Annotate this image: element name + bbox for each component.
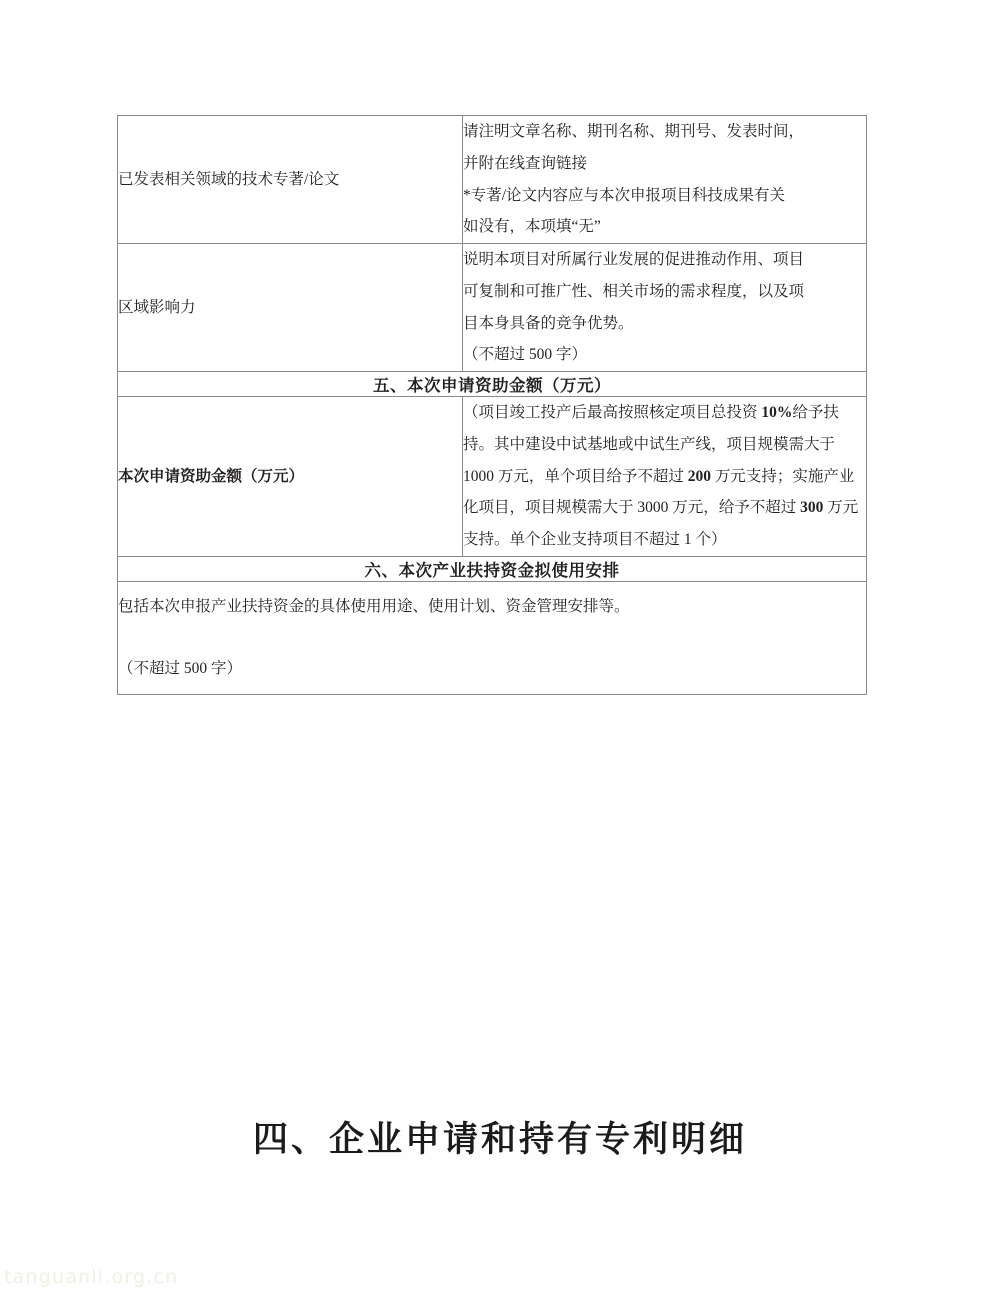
content-line: 并附在线查询链接 <box>463 154 588 172</box>
funding-text-run: （项目竣工投产后最高按照核定项目总投资 <box>463 404 762 422</box>
section-six-line-1: 包括本次申报产业扶持资金的具体使用用途、使用计划、资金管理安排等。 <box>118 598 630 616</box>
row-content-funding-amount <box>463 397 867 557</box>
funding-text-run: 给予扶持。其中建设中试基地或中试生产线，项目规模需大于 1000 万元，单个项目给予不超过 <box>463 404 839 485</box>
section-six-body <box>118 581 867 694</box>
table-row-regional-influence <box>118 244 867 372</box>
funding-rule-text <box>463 404 858 548</box>
section-six-line-2: （不超过 500 字） <box>118 659 243 677</box>
section-five-title: 五、本次申请资助金额（万元） <box>118 372 867 397</box>
content-line: 目本身具备的竞争优势。 <box>463 314 634 332</box>
page-section-heading: 四、企业申请和持有专利明细 <box>252 1120 747 1159</box>
row-content-regional-influence <box>463 244 867 372</box>
funding-text-run: 万元支持。单个企业支持项目不超过 1 个） <box>463 499 859 549</box>
table-row-section-five-header <box>118 372 867 397</box>
content-line: 可复制和可推广性、相关市场的需求程度，以及项 <box>463 282 805 300</box>
row-content-published-works <box>463 116 867 244</box>
application-form-table <box>117 115 867 695</box>
section-six-title: 六、本次产业扶持资金拟使用安排 <box>118 556 867 581</box>
content-line: *专著/论文内容应与本次申报项目科技成果有关 <box>463 186 786 204</box>
site-watermark: tanguanli.org.cn <box>4 1266 179 1288</box>
content-line: 说明本项目对所属行业发展的促进推动作用、项目 <box>463 251 805 269</box>
funding-text-run: 万元支持；实施产业化项目，项目规模需大于 3000 万元，给予不超过 <box>463 467 855 517</box>
content-line: （不超过 500 字） <box>463 346 588 364</box>
table-row-section-six-header <box>118 556 867 581</box>
funding-emphasis: 300 <box>800 499 824 517</box>
content-line: 如没有，本项填“无” <box>463 218 601 236</box>
table-row-funding-amount <box>118 397 867 557</box>
row-label-regional-influence: 区域影响力 <box>118 244 463 372</box>
table-row-section-six-body <box>118 581 867 694</box>
row-label-published-works: 已发表相关领域的技术专著/论文 <box>118 116 463 244</box>
funding-emphasis: 200 <box>687 467 712 485</box>
table-row-published-works <box>118 116 867 244</box>
funding-emphasis: 10% <box>761 404 793 422</box>
content-line: 请注明文章名称、期刊名称、期刊号、发表时间， <box>463 123 805 140</box>
row-label-funding-amount: 本次申请资助金额（万元） <box>118 397 463 557</box>
